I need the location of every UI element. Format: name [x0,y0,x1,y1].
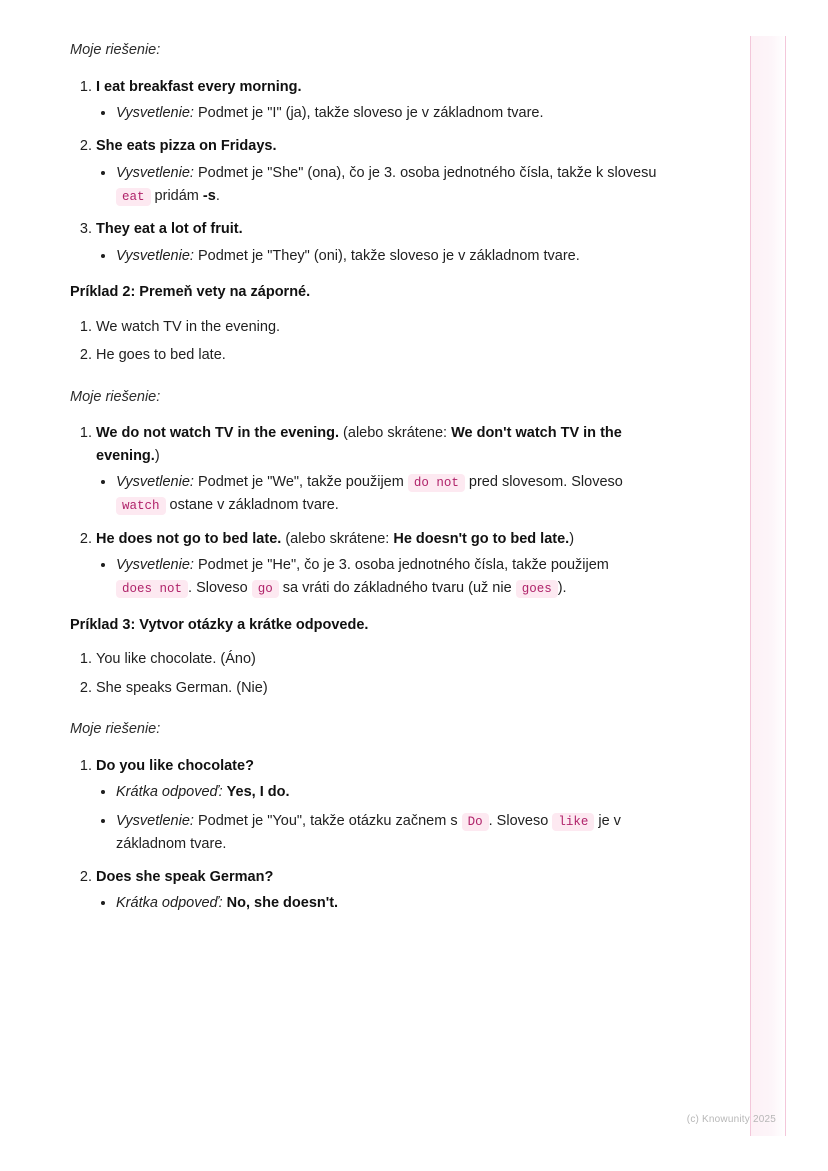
explanation-text-4: ). [557,580,567,597]
gutter-divider-line [750,36,751,1136]
solution-list-3 [70,755,670,916]
paren-open: (alebo skrátene: [339,425,452,442]
list-item [116,892,670,915]
explanation-list [96,471,670,517]
explanation-text: Podmet je "They" (oni), takže sloveso je v základnom tvare. [197,247,580,264]
explanation-list [96,892,670,915]
solution-heading-3: Moje riešenie: [70,721,161,738]
gutter-edge-line [785,36,786,1136]
example-2-task-list [70,316,670,367]
list-item: 2. He goes to bed late. [96,344,670,366]
list-item [96,135,670,208]
short-answer-text: No, she doesn't. [226,895,339,912]
explanation-text-3: ostane v základnom tvare. [169,497,339,514]
list-item [116,810,670,856]
short-answer-label: Krátka odpoveď: [116,895,223,912]
short-answer-text: Yes, I do. [226,784,290,801]
explanation-list [96,554,670,600]
answer-sentence: I eat breakfast every morning. [96,78,302,95]
short-form: We don't watch TV in the evening. [96,425,622,464]
list-item [96,755,670,856]
answer-sentence: He does not go to bed late. [96,530,282,547]
short-answer-label: Krátka odpoveď: [116,784,223,801]
solution-heading-2: Moje riešenie: [70,388,161,405]
code-chip-does-not: does not [116,580,188,598]
code-chip-do-not: do not [408,474,465,492]
explanation-list [96,162,670,208]
document-content [70,40,670,930]
explanation-text-2: pridám [154,188,199,205]
explanation-list [96,781,670,856]
solution-list-1 [70,76,670,268]
solution-heading-1: Moje riešenie: [70,42,161,58]
explanation-label: Vysvetlenie: [116,164,194,181]
example-2-heading: Príklad 2: Premeň vety na záporné. [70,283,311,300]
explanation-label: Vysvetlenie: [116,105,194,122]
code-chip-eat: eat [116,188,151,206]
paren-close: ) [154,447,160,464]
explanation-text: Podmet je "We", takže použijem [197,474,404,491]
answer-sentence: They eat a lot of fruit. [96,221,243,238]
list-item [96,422,670,517]
list-item: 1. We watch TV in the evening. [96,316,670,338]
list-item [116,554,670,600]
explanation-text-3: . [215,188,220,205]
page-gutter-band [751,36,785,1136]
example-3-task-list [70,648,670,699]
list-item [116,781,670,804]
paren-open: (alebo skrátene: [281,530,394,547]
short-form: He doesn't go to bed late. [393,530,570,547]
list-item: 2. She speaks German. (Nie) [96,677,670,699]
code-chip-goes: goes [516,580,558,598]
solution-list-2 [70,422,670,600]
answer-sentence: She eats pizza on Fridays. [96,138,277,155]
answer-sentence: Do you like chocolate? [96,757,254,774]
example-3-heading: Príklad 3: Vytvor otázky a krátke odpovede. [70,616,369,633]
explanation-list [96,102,670,125]
explanation-label: Vysvetlenie: [116,812,194,829]
code-chip-watch: watch [116,497,166,515]
explanation-label: Vysvetlenie: [116,247,194,264]
explanation-text: Podmet je "You", takže otázku začnem s [197,812,458,829]
explanation-text-2: pred slovesom. Sloveso [468,474,623,491]
answer-sentence: Does she speak German? [96,868,274,885]
list-item [96,528,670,601]
explanation-text-2: . Sloveso [188,580,248,597]
explanation-text: Podmet je "She" (ona), čo je 3. osoba jednotného čísla, takže k slovesu [197,164,657,181]
paren-close: ) [569,530,575,547]
list-item [116,471,670,517]
explanation-text-3: je v základnom tvare. [116,812,621,852]
list-item [96,218,670,268]
code-chip-like: like [552,813,594,831]
suffix-highlight: -s [202,188,216,205]
code-chip-go: go [252,580,279,598]
answer-sentence: We do not watch TV in the evening. [96,425,340,442]
list-item [96,866,670,916]
list-item [116,162,670,208]
explanation-list [96,245,670,268]
list-item [116,245,670,268]
code-chip-do: Do [462,813,489,831]
explanation-text: Podmet je "I" (ja), takže sloveso je v základnom tvare. [197,105,544,122]
list-item [116,102,670,125]
explanation-label: Vysvetlenie: [116,557,194,574]
list-item: 1. You like chocolate. (Áno) [96,648,670,670]
explanation-text-3: sa vráti do základného tvaru (už nie [282,580,512,597]
explanation-text-2: . Sloveso [488,812,549,829]
explanation-label: Vysvetlenie: [116,474,194,491]
explanation-text: Podmet je "He", čo je 3. osoba jednotného čísla, takže použijem [197,557,609,574]
footer-copyright: (c) Knowunity 2025 [686,1114,776,1125]
list-item [96,76,670,126]
